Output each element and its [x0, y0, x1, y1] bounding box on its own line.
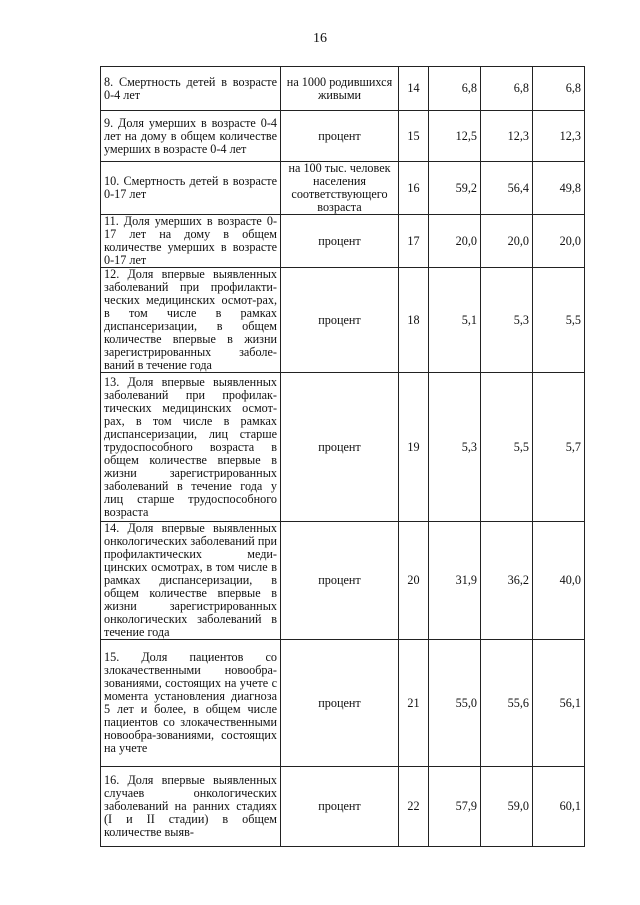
value-year-1: 57,9	[429, 767, 481, 847]
table-row	[101, 111, 585, 162]
indicator-name: 12. Доля впервые выявленных заболеваний при профилакти-ческих медицинских осмот-рах, в том числе в рамках диспансеризации, в общем количестве впервые в жизни зарегистрированных заболе-ваний в течение года	[101, 268, 281, 373]
indicator-name: 9. Доля умерших в возрасте 0-4 лет на дому в общем количестве умерших в возрасте 0-4 лет	[101, 111, 281, 162]
indicator-name: 11. Доля умерших в возрасте 0-17 лет на дому в общем количестве умерших в возрасте 0-17 лет	[101, 215, 281, 268]
unit-of-measure: на 1000 родившихся живыми	[281, 67, 399, 111]
indicator-name: 15. Доля пациентов со злокачественными новообра-зованиями, состоящих на учете с момента установления диагноза 5 лет и более, в общем числе пациентов со злокачественными новообра-зованиями, состоящих на учете	[101, 640, 281, 767]
table-row	[101, 67, 585, 111]
indicators-table	[100, 66, 585, 847]
value-year-1: 12,5	[429, 111, 481, 162]
value-year-2: 56,4	[481, 162, 533, 215]
row-number: 15	[399, 111, 429, 162]
value-year-3: 5,7	[533, 373, 585, 522]
unit-of-measure: на 100 тыс. человек населения соответствующего возраста	[281, 162, 399, 215]
value-year-3: 12,3	[533, 111, 585, 162]
unit-of-measure: процент	[281, 767, 399, 847]
table-row	[101, 162, 585, 215]
row-number: 17	[399, 215, 429, 268]
row-number: 16	[399, 162, 429, 215]
value-year-3: 56,1	[533, 640, 585, 767]
value-year-3: 49,8	[533, 162, 585, 215]
value-year-2: 59,0	[481, 767, 533, 847]
unit-of-measure: процент	[281, 215, 399, 268]
unit-of-measure: процент	[281, 373, 399, 522]
value-year-2: 36,2	[481, 522, 533, 640]
value-year-1: 5,1	[429, 268, 481, 373]
value-year-1: 20,0	[429, 215, 481, 268]
row-number: 22	[399, 767, 429, 847]
table-body	[101, 67, 585, 847]
value-year-3: 40,0	[533, 522, 585, 640]
unit-of-measure: процент	[281, 522, 399, 640]
table-row	[101, 373, 585, 522]
value-year-3: 5,5	[533, 268, 585, 373]
table-row	[101, 215, 585, 268]
table-row	[101, 767, 585, 847]
row-number: 18	[399, 268, 429, 373]
row-number: 20	[399, 522, 429, 640]
value-year-2: 5,3	[481, 268, 533, 373]
value-year-1: 6,8	[429, 67, 481, 111]
page-number: 16	[313, 31, 327, 46]
value-year-2: 55,6	[481, 640, 533, 767]
unit-of-measure: процент	[281, 111, 399, 162]
row-number: 21	[399, 640, 429, 767]
indicator-name: 10. Смертность детей в возрасте 0-17 лет	[101, 162, 281, 215]
table-row	[101, 522, 585, 640]
row-number: 19	[399, 373, 429, 522]
value-year-2: 12,3	[481, 111, 533, 162]
value-year-1: 59,2	[429, 162, 481, 215]
value-year-1: 5,3	[429, 373, 481, 522]
indicator-name: 14. Доля впервые выявленных онкологических заболеваний при профилактических меди-цинских осмотрах, в том числе в рамках диспансеризации, в общем количестве впервые в жизни зарегистрированных онкологических заболеваний в течение года	[101, 522, 281, 640]
value-year-2: 20,0	[481, 215, 533, 268]
table-row	[101, 640, 585, 767]
value-year-1: 55,0	[429, 640, 481, 767]
table-row	[101, 268, 585, 373]
row-number: 14	[399, 67, 429, 111]
value-year-2: 5,5	[481, 373, 533, 522]
indicator-name: 8. Смертность детей в возрасте 0-4 лет	[101, 67, 281, 111]
unit-of-measure: процент	[281, 640, 399, 767]
value-year-1: 31,9	[429, 522, 481, 640]
value-year-3: 6,8	[533, 67, 585, 111]
value-year-2: 6,8	[481, 67, 533, 111]
value-year-3: 20,0	[533, 215, 585, 268]
indicator-name: 13. Доля впервые выявленных заболеваний при профилак-тических медицинских осмот-рах, в том числе в рамках диспансеризации, лиц старше трудоспособного возраста в общем количестве впервые в жизни зарегистрированных заболеваний в течение года у лиц старше трудоспособного возраста	[101, 373, 281, 522]
unit-of-measure: процент	[281, 268, 399, 373]
indicator-name: 16. Доля впервые выявленных случаев онкологических заболеваний на ранних стадиях (I и II стадии) в общем количестве выяв-	[101, 767, 281, 847]
value-year-3: 60,1	[533, 767, 585, 847]
